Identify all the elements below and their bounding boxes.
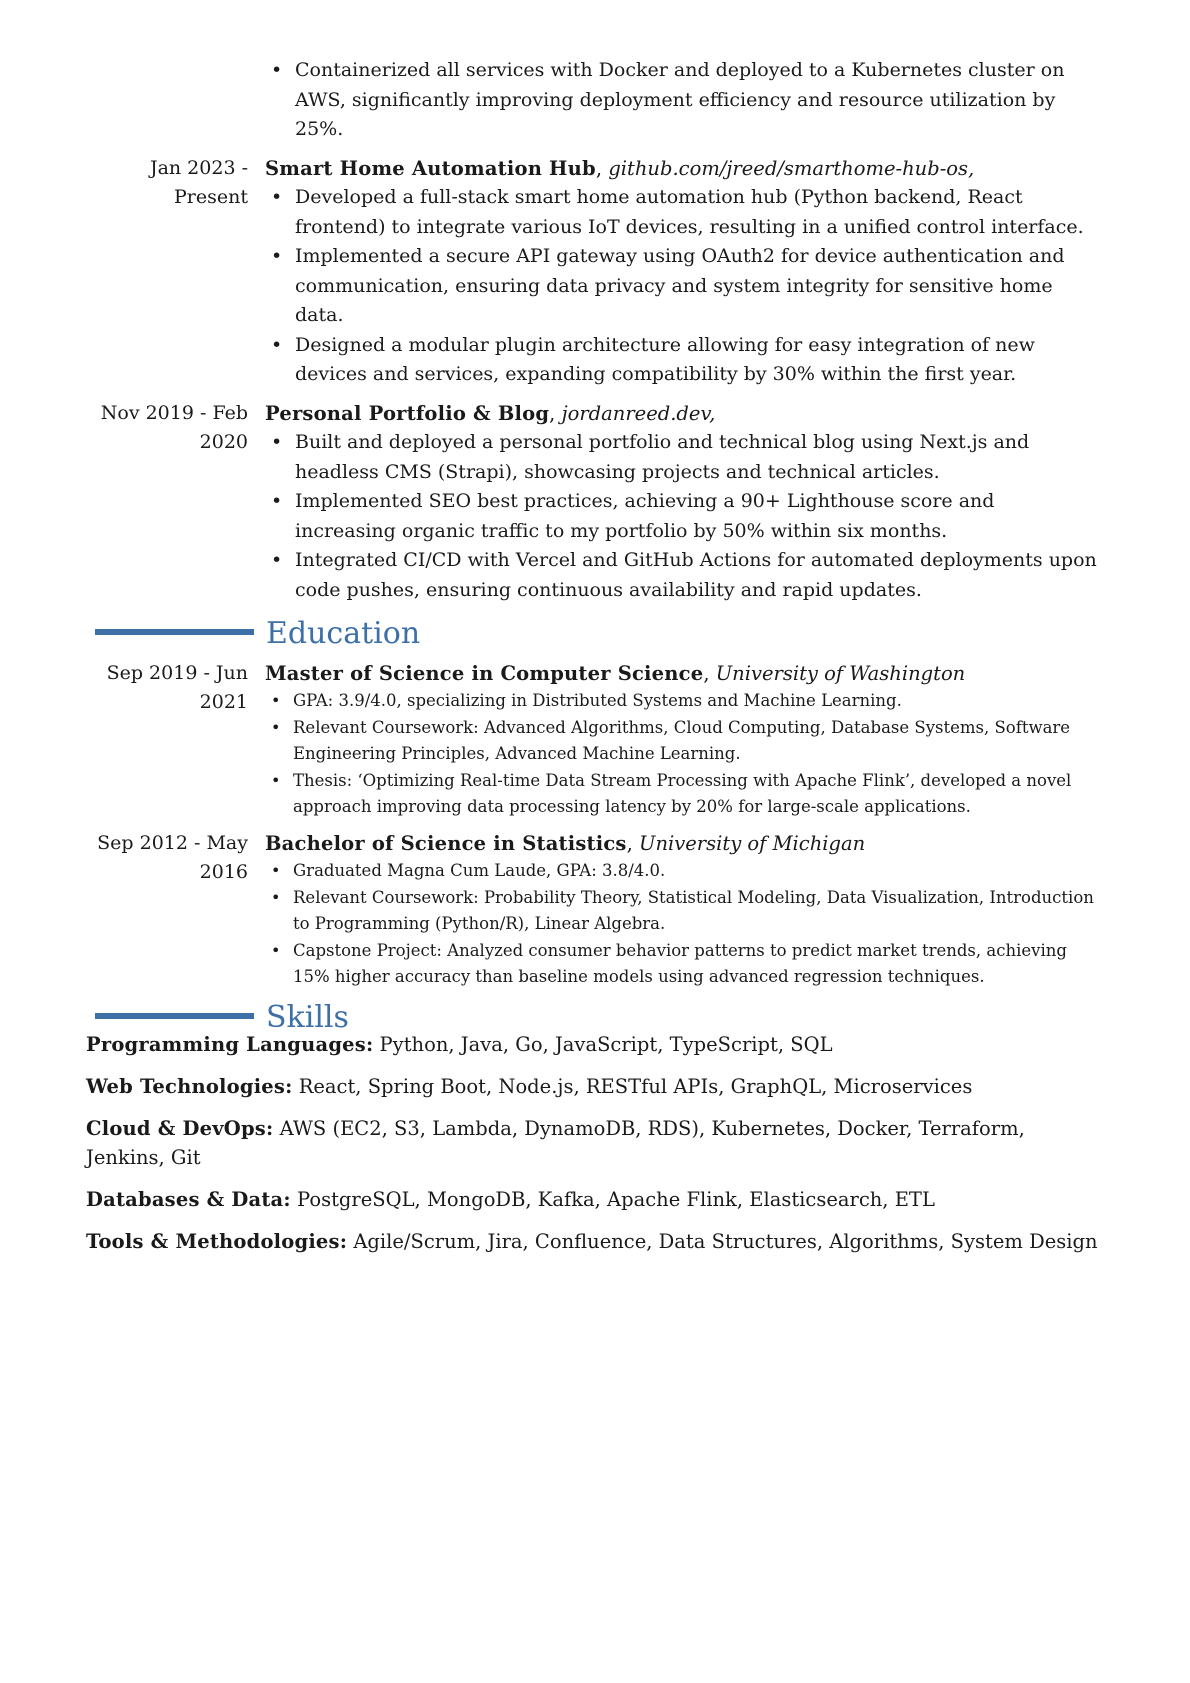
entry-content: [265, 829, 1097, 991]
skill-label: Web Technologies:: [86, 1075, 293, 1098]
skill-label: Databases & Data:: [86, 1188, 291, 1211]
title-separator: ,: [595, 157, 609, 180]
list-item: • Capstone Project: Analyzed consumer behavior patterns to predict market trends, achieving 15% higher accuracy than baseline models using advanced regression techniques.: [265, 938, 1097, 991]
skill-value: Agile/Scrum, Jira, Confluence, Data Structures, Algorithms, System Design: [347, 1230, 1098, 1253]
bullet-list: [265, 56, 1085, 145]
skill-label: Cloud & DevOps:: [86, 1117, 274, 1140]
entry-title-line: [265, 829, 1097, 858]
education-section-header: [0, 616, 1190, 652]
entry-date: Jan 2023 - Present: [149, 157, 248, 208]
skill-row-cloud: [86, 1114, 1106, 1172]
list-item: • Relevant Coursework: Advanced Algorithms, Cloud Computing, Database Systems, Software Engineering Principles, Advanced Machine Learning.: [265, 715, 1097, 768]
entry-content: [265, 154, 1097, 390]
skill-label: Tools & Methodologies:: [86, 1230, 348, 1253]
skill-row-tools: [86, 1227, 1106, 1256]
entry-title: Master of Science in Computer Science: [265, 662, 704, 685]
entry-title: Smart Home Automation Hub: [265, 157, 596, 180]
list-item: • Implemented SEO best practices, achieving a 90+ Lighthouse score and increasing organic traffic to my portfolio by 50% within six months.: [265, 487, 1097, 546]
entry-title: Personal Portfolio & Blog: [265, 402, 550, 425]
skill-value: React, Spring Boot, Node.js, RESTful APIs, GraphQL, Microservices: [292, 1075, 973, 1098]
skill-label: Programming Languages:: [86, 1033, 374, 1056]
skill-row-databases: [86, 1185, 1106, 1214]
title-separator: ,: [703, 662, 716, 685]
bullet-list: [265, 688, 1097, 821]
entry-date: Sep 2019 - Jun 2021: [106, 662, 248, 713]
entry-content: [265, 399, 1097, 605]
list-item: • Integrated CI/CD with Vercel and GitHub Actions for automated deployments upon code pushes, ensuring continuous availability and rapid updates.: [265, 546, 1097, 605]
skill-row-programming: [86, 1030, 1106, 1059]
bullet-list: [265, 183, 1097, 390]
list-item: • Developed a full-stack smart home automation hub (Python backend, React frontend) to integrate various IoT devices, resulting in a unified control interface.: [265, 183, 1097, 242]
list-item: • GPA: 3.9/4.0, specializing in Distributed Systems and Machine Learning.: [265, 688, 1097, 715]
entry-content: [265, 56, 1085, 145]
entry-title: Bachelor of Science in Statistics: [265, 832, 627, 855]
section-accent-bar: [95, 1013, 254, 1019]
entry-institution: University of Michigan: [639, 832, 866, 855]
bullet-list: [265, 428, 1097, 605]
list-item: • Graduated Magna Cum Laude, GPA: 3.8/4.0.: [265, 858, 1097, 885]
skill-row-web: [86, 1072, 1106, 1101]
entry-date: Sep 2012 - May 2016: [97, 832, 248, 883]
list-item: • Designed a modular plugin architecture allowing for easy integration of new devices and services, expanding compatibility by 30% within the first year.: [265, 331, 1097, 390]
entry-title-line: [265, 659, 1097, 688]
skill-value: AWS (EC2, S3, Lambda, DynamoDB, RDS), Kubernetes, Docker, Terraform, Jenkins, Git: [86, 1117, 1025, 1169]
title-separator: ,: [549, 402, 562, 425]
entry-link[interactable]: jordanreed.dev,: [561, 402, 716, 425]
skill-value: Python, Java, Go, JavaScript, TypeScript, SQL: [373, 1033, 833, 1056]
entry-date: Nov 2019 - Feb 2020: [100, 402, 248, 453]
list-item: • Implemented a secure API gateway using OAuth2 for device authentication and communication, ensuring data privacy and system integrity for sensitive home data.: [265, 242, 1097, 331]
section-title: Education: [266, 616, 421, 651]
bullet-list: [265, 858, 1097, 991]
title-separator: ,: [626, 832, 640, 855]
list-item: • Built and deployed a personal portfolio and technical blog using Next.js and headless CMS (Strapi), showcasing projects and technical articles.: [265, 428, 1097, 487]
entry-title-line: [265, 154, 1097, 183]
section-accent-bar: [95, 629, 254, 635]
skill-value: PostgreSQL, MongoDB, Kafka, Apache Flink, Elasticsearch, ETL: [290, 1188, 935, 1211]
entry-content: [265, 659, 1097, 821]
section-title: Skills: [266, 1000, 349, 1035]
entry-institution: University of Washington: [715, 662, 966, 685]
entry-title-line: [265, 399, 1097, 428]
entry-link[interactable]: github.com/jreed/smarthome-hub-os,: [608, 157, 975, 180]
list-item: • Thesis: ‘Optimizing Real-time Data Stream Processing with Apache Flink’, developed a novel approach improving data processing latency by 20% for large-scale applications.: [265, 768, 1097, 821]
list-item: • Relevant Coursework: Probability Theory, Statistical Modeling, Data Visualization, Introduction to Programming (Python/R), Linear Algebra.: [265, 885, 1097, 938]
list-item: • Containerized all services with Docker and deployed to a Kubernetes cluster on AWS, significantly improving deployment efficiency and resource utilization by 25%.: [265, 56, 1085, 145]
